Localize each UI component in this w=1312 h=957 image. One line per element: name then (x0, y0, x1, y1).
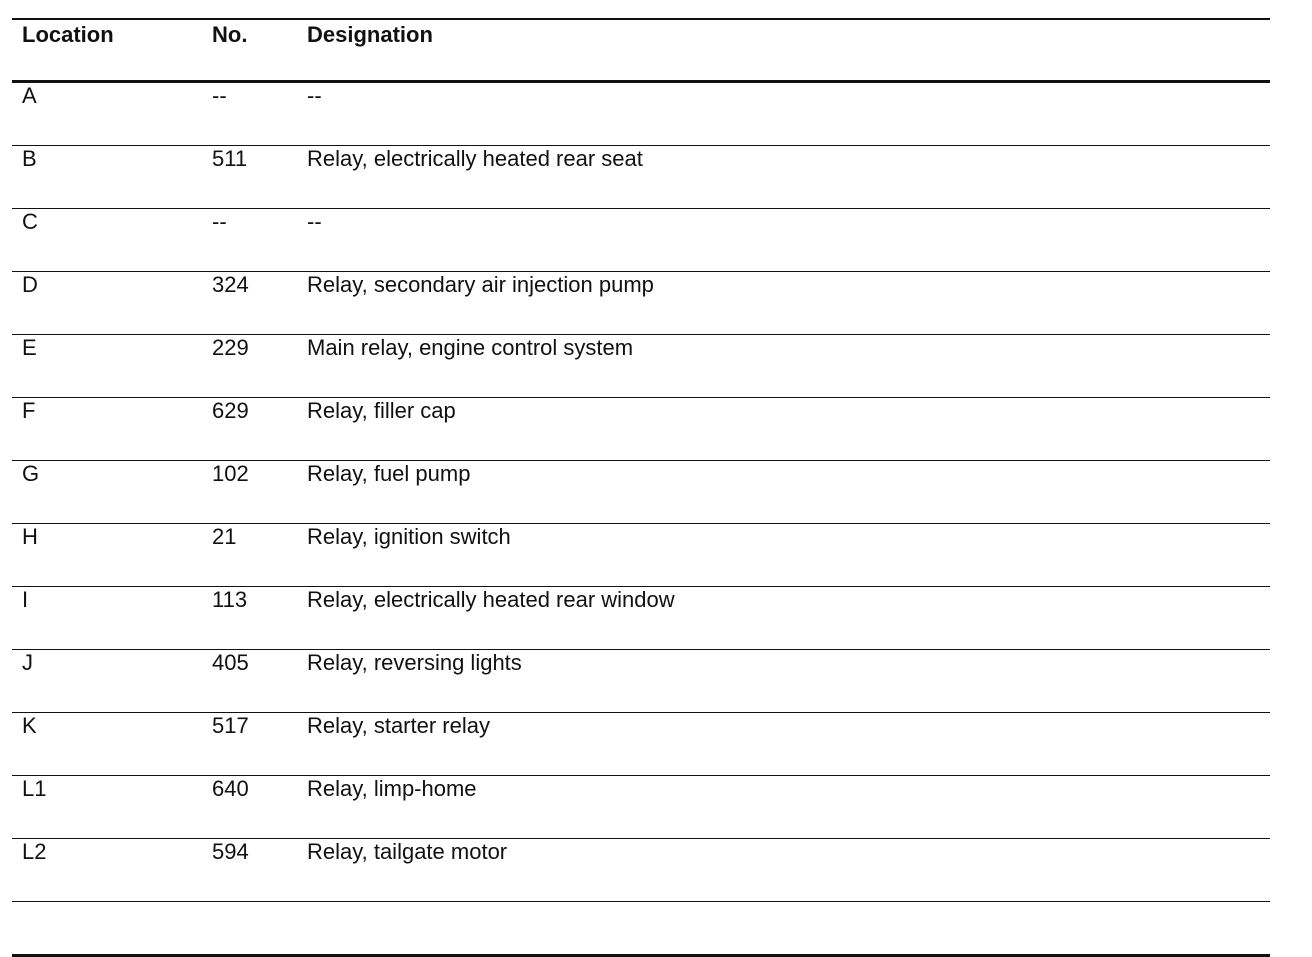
cell-designation: -- (307, 83, 322, 108)
cell-number: 113 (212, 587, 248, 612)
cell-designation: Relay, secondary air injection pump (307, 272, 654, 297)
table-row (12, 335, 1270, 397)
cell-designation: Relay, electrically heated rear window (307, 587, 675, 612)
cell-location: F (22, 398, 36, 423)
cell-designation: Relay, limp-home (307, 776, 477, 801)
table-row (12, 713, 1270, 775)
table-body (12, 83, 1270, 954)
table-row (12, 587, 1270, 649)
cell-location: G (22, 461, 40, 486)
table-row (12, 209, 1270, 271)
table-row (12, 839, 1270, 901)
cell-location: E (22, 335, 37, 360)
cell-location: L1 (22, 776, 47, 801)
cell-location: L2 (22, 839, 47, 864)
header-number: No. (212, 22, 248, 47)
cell-designation: Relay, starter relay (307, 713, 490, 738)
table-header-row (12, 20, 1270, 80)
header-location: Location (22, 22, 114, 47)
cell-location: J (22, 650, 33, 675)
cell-number: 21 (212, 524, 237, 549)
cell-designation: Relay, tailgate motor (307, 839, 508, 864)
cell-location: B (22, 146, 37, 171)
cell-location: A (22, 83, 37, 108)
relay-location-table (12, 18, 1270, 957)
table-tail-space (12, 902, 1270, 954)
cell-number: -- (212, 209, 227, 234)
cell-designation: Relay, reversing lights (307, 650, 522, 675)
cell-number: -- (212, 83, 227, 108)
cell-number: 324 (212, 272, 249, 297)
cell-number: 511 (212, 146, 248, 171)
cell-number: 102 (212, 461, 249, 486)
cell-location: D (22, 272, 38, 297)
cell-location: K (22, 713, 37, 738)
header-designation: Designation (307, 22, 433, 47)
cell-designation: Main relay, engine control system (307, 335, 634, 360)
cell-location: C (22, 209, 38, 234)
cell-designation: Relay, fuel pump (307, 461, 471, 486)
cell-designation: Relay, electrically heated rear seat (307, 146, 643, 171)
cell-location: I (22, 587, 29, 612)
table-row (12, 650, 1270, 712)
table-row (12, 398, 1270, 460)
cell-number: 405 (212, 650, 249, 675)
table-row (12, 272, 1270, 334)
cell-number: 517 (212, 713, 249, 738)
table-row (12, 461, 1270, 523)
table-row (12, 524, 1270, 586)
table-row (12, 83, 1270, 145)
cell-designation: Relay, filler cap (307, 398, 456, 423)
table-row (12, 776, 1270, 838)
cell-number: 594 (212, 839, 249, 864)
cell-designation: Relay, ignition switch (307, 524, 511, 549)
cell-number: 640 (212, 776, 249, 801)
cell-number: 629 (212, 398, 249, 423)
cell-number: 229 (212, 335, 249, 360)
cell-location: H (22, 524, 38, 549)
table-row (12, 146, 1270, 208)
cell-designation: -- (307, 209, 322, 234)
